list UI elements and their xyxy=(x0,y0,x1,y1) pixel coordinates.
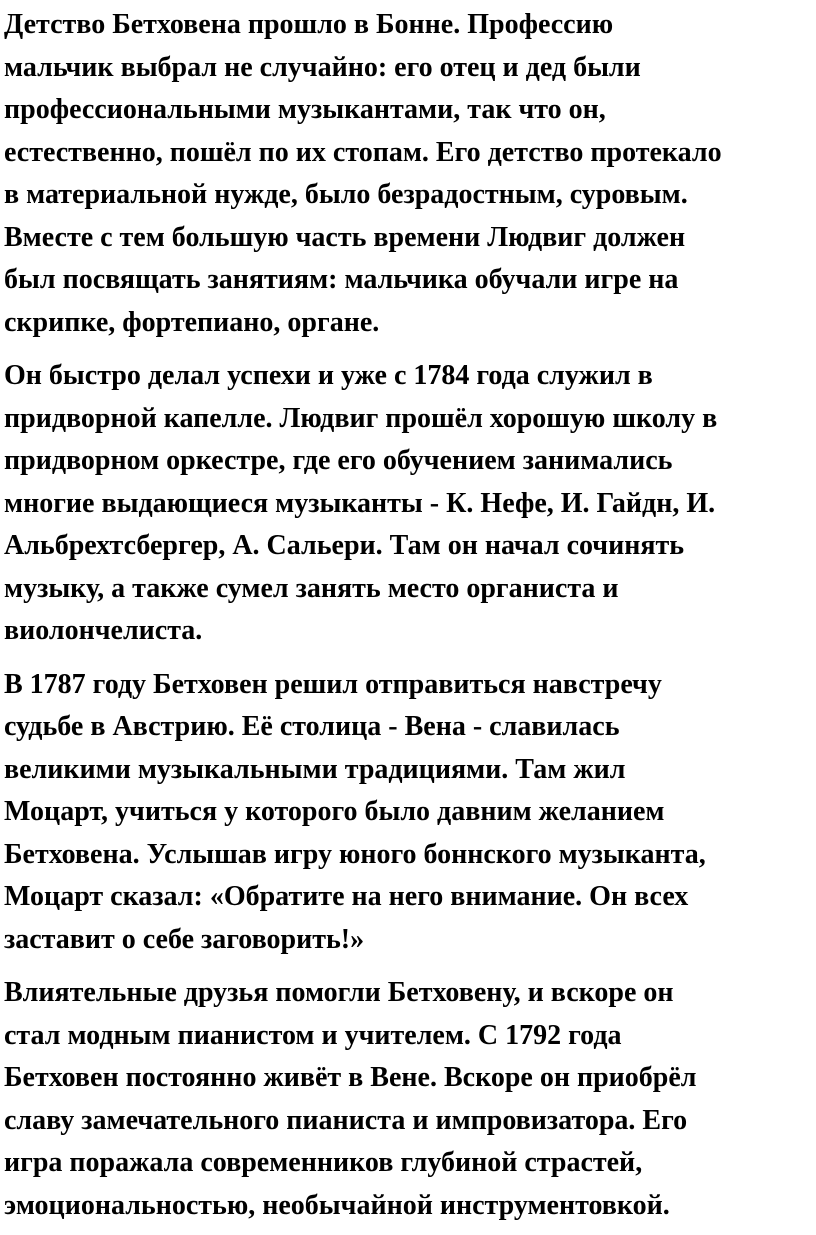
text-line: В 1787 году Бетховен решил отправиться навстречу xyxy=(4,668,662,700)
text-line: Моцарт сказал: «Обратите на него внимание. Он всех xyxy=(4,881,689,912)
paragraph-court-chapel xyxy=(4,355,812,653)
paragraph-vienna-1787 xyxy=(4,664,812,962)
paragraph-pianist-fame xyxy=(4,972,812,1227)
text-line: эмоциональностью, необычайной инструментовкой. xyxy=(4,1189,670,1221)
text-line: великими музыкальными традициями. Там жил xyxy=(4,753,626,785)
paragraph-childhood xyxy=(4,4,812,344)
text-line: Детство Бетховена прошло в Бонне. Профессию xyxy=(4,9,614,40)
text-line: судьбе в Австрию. Её столица - Вена - славилась xyxy=(4,711,620,742)
text-line: Бетховен постоянно живёт в Вене. Вскоре он приобрёл xyxy=(4,1062,697,1093)
text-line: музыку, а также сумел занять место органиста и xyxy=(4,572,619,604)
text-line: Влиятельные друзья помогли Бетховену, и вскоре он xyxy=(4,977,674,1008)
text-line: естественно, пошёл по их стопам. Его детство протекало xyxy=(4,136,722,168)
text-line: мальчик выбрал не случайно: его отец и дед были xyxy=(4,51,641,83)
text-line: был посвящать занятиям: мальчика обучали игре на xyxy=(4,264,679,295)
text-line: игра поражала современников глубиной страстей, xyxy=(4,1147,643,1178)
text-line: Альбрехтсбергер, А. Сальери. Там он начал сочинять xyxy=(4,530,685,561)
text-line: Бетховена. Услышав игру юного боннского музыканта, xyxy=(4,838,706,870)
text-line: в материальной нужде, было безрадостным, суровым. xyxy=(4,179,688,210)
text-line: заставит о себе заговорить!» xyxy=(4,923,365,955)
text-line: виолончелиста. xyxy=(4,615,203,646)
text-line: многие выдающиеся музыканты - К. Нефе, И. Гайдн, И. xyxy=(4,487,716,519)
text-line: Вместе с тем большую часть времени Людвиг должен xyxy=(4,221,686,253)
text-line: профессиональными музыкантами, так что он, xyxy=(4,94,606,125)
text-line: Он быстро делал успехи и уже с 1784 года служил в xyxy=(4,360,653,391)
text-line: придворной капелле. Людвиг прошёл хорошую школу в xyxy=(4,402,718,434)
text-line: славу замечательного пианиста и импровизатора. Его xyxy=(4,1104,688,1136)
text-line: придворном оркестре, где его обучением занимались xyxy=(4,445,673,476)
text-line: Моцарт, учиться у которого было давним желанием xyxy=(4,796,665,827)
text-line: стал модным пианистом и учителем. С 1792 года xyxy=(4,1019,622,1051)
text-line: скрипке, фортепиано, органе. xyxy=(4,306,380,338)
